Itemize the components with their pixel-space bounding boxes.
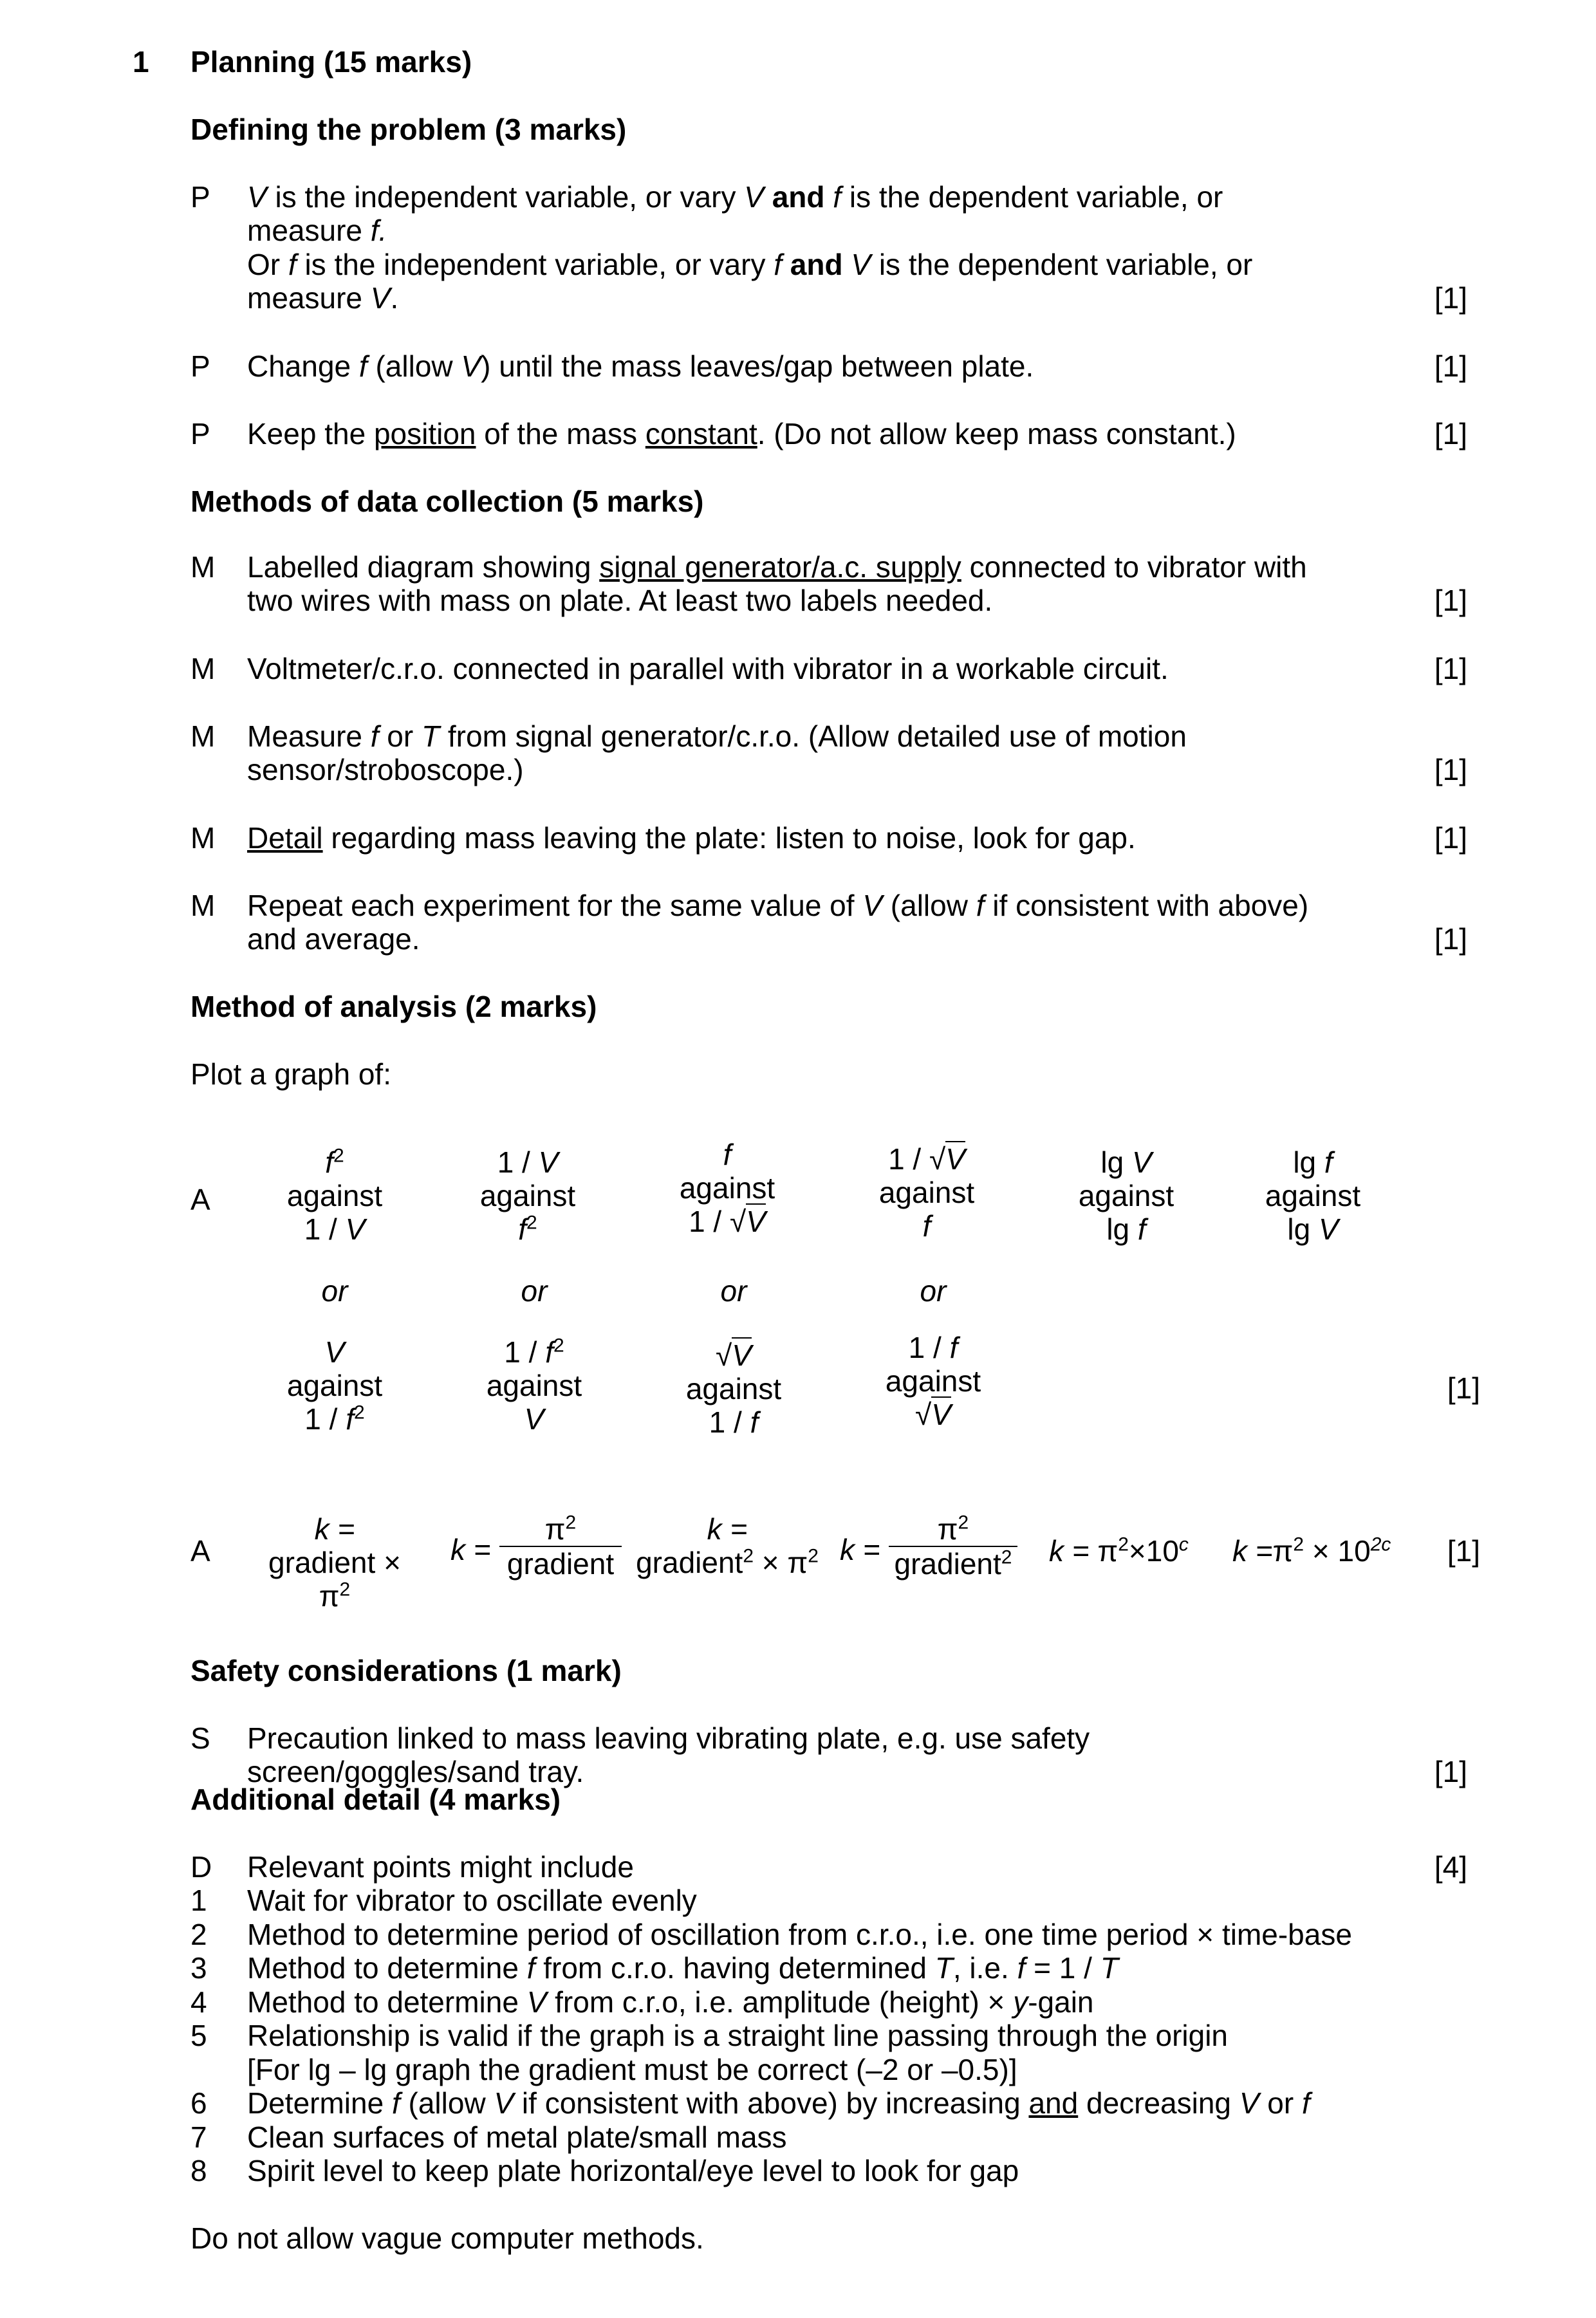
m3-line2: sensor/stroboscope.)	[247, 753, 524, 786]
item-5-text: Relationship is valid if the graph is a straight line passing through the origin	[247, 2019, 1228, 2052]
item-3-number: 3	[190, 1951, 207, 1985]
k-eq-1: k = gradient × $\pi^2$	[268, 1512, 401, 1613]
question-number: 1	[133, 45, 149, 79]
a1-code: A	[190, 1183, 210, 1216]
safety-line2: screen/goggles/sand tray.	[247, 1755, 584, 1788]
item-5-number: 5	[190, 2019, 207, 2052]
m4-mark: [1]	[1434, 821, 1467, 855]
item-4-text: Method to determine V from c.r.o, i.e. amplitude (height) × y-gain	[247, 1985, 1094, 2019]
m2-code: M	[190, 652, 216, 685]
m3-line1: Measure f or T from signal generator/c.r.o. (Allow detailed use of motion	[247, 719, 1187, 753]
or-1: or	[321, 1274, 348, 1308]
a2-code: A	[190, 1534, 210, 1568]
p2-text: Change f (allow V) until the mass leaves/gap between plate.	[247, 349, 1034, 383]
graph-option-6: lg f against lg V	[1265, 1145, 1361, 1246]
additional-code: D	[190, 1850, 212, 1884]
additional-heading: Additional detail (4 marks)	[190, 1783, 561, 1816]
graph-option-5: lg V against lg f	[1078, 1145, 1174, 1246]
m1-code: M	[190, 550, 216, 584]
m3-code: M	[190, 719, 216, 753]
graph-option-4: 1 / √V against f	[878, 1142, 975, 1243]
defining-heading: Defining the problem (3 marks)	[190, 113, 627, 146]
footer-note: Do not allow vague computer methods.	[190, 2221, 704, 2255]
a2-mark: [1]	[1447, 1534, 1480, 1568]
methods-heading: Methods of data collection (5 marks)	[190, 485, 704, 518]
item-8-text: Spirit level to keep plate horizontal/eye level to look for gap	[247, 2154, 1019, 2187]
m2-mark: [1]	[1434, 652, 1467, 685]
additional-mark: [4]	[1434, 1850, 1467, 1884]
sqrt-icon: √	[915, 1398, 932, 1431]
p1-mark: [1]	[1434, 281, 1467, 315]
sqrt-icon: √	[730, 1205, 747, 1238]
graph-option-2: 1 / V against $f^2$	[479, 1145, 576, 1246]
m2-text: Voltmeter/c.r.o. connected in parallel with vibrator in a workable circuit.	[247, 652, 1169, 685]
analysis-heading: Method of analysis (2 marks)	[190, 990, 597, 1023]
safety-line1: Precaution linked to mass leaving vibrating plate, e.g. use safety	[247, 1721, 1090, 1755]
item-8-number: 8	[190, 2154, 207, 2187]
m5-mark: [1]	[1434, 922, 1467, 956]
p1-line4: measure V.	[247, 281, 399, 315]
k-eq-3: k = gradient$^2$ × $\pi^2$	[636, 1512, 819, 1579]
p1-line3: Or f is the independent variable, or vary f and V is the dependent variable, or	[247, 248, 1253, 281]
m5-line2: and average.	[247, 922, 420, 956]
safety-code: S	[190, 1721, 210, 1755]
item-4-number: 4	[190, 1985, 207, 2019]
p1-line2: measure f.	[247, 214, 387, 247]
item-7-number: 7	[190, 2120, 207, 2154]
p3-code: P	[190, 417, 210, 450]
graph-alt-4: 1 / f against √V	[885, 1331, 981, 1431]
m3-mark: [1]	[1434, 753, 1467, 786]
item-2-text: Method to determine period of oscillation from c.r.o., i.e. one time period × time-base	[247, 1918, 1352, 1951]
item-7-text: Clean surfaces of metal plate/small mass	[247, 2120, 787, 2154]
or-2: or	[521, 1274, 548, 1308]
m1-line1: Labelled diagram showing signal generator/a.c. supply connected to vibrator with	[247, 550, 1307, 584]
item-1-number: 1	[190, 1884, 207, 1917]
additional-intro: Relevant points might include	[247, 1850, 634, 1884]
item-6-text: Determine f (allow V if consistent with above) by increasing and decreasing V or f	[247, 2086, 1310, 2120]
item-5-note: [For lg – lg graph the gradient must be correct (–2 or –0.5)]	[247, 2053, 1017, 2086]
graph-alt-3: √V against 1 / f	[685, 1339, 782, 1439]
item-3-text: Method to determine f from c.r.o. having determined T, i.e. f = 1 / T	[247, 1951, 1118, 1985]
m1-line2: two wires with mass on plate. At least two labels needed.	[247, 584, 993, 617]
graph-option-1: $f^2$ against 1 / V	[286, 1145, 383, 1246]
k-eq-6: $k =\pi^2 \times 10^{2c}$	[1232, 1534, 1391, 1568]
p1-code: P	[190, 180, 210, 214]
p3-text: Keep the position of the mass constant. (Do not allow keep mass constant.)	[247, 417, 1236, 450]
analysis-intro: Plot a graph of:	[190, 1057, 391, 1091]
sqrt-icon: √	[929, 1142, 946, 1176]
safety-heading: Safety considerations (1 mark)	[190, 1654, 622, 1687]
p2-code: P	[190, 349, 210, 383]
item-2-number: 2	[190, 1918, 207, 1951]
graph-alt-1: V against $1 / f^2$	[286, 1335, 383, 1436]
item-6-number: 6	[190, 2086, 207, 2120]
p1-line1: V is the independent variable, or vary V and f is the dependent variable, or	[247, 180, 1223, 214]
sqrt-icon: √	[716, 1339, 732, 1372]
or-4: or	[920, 1274, 947, 1308]
graph-option-3: f against 1 / √V	[679, 1138, 775, 1238]
a1-mark: [1]	[1447, 1371, 1480, 1405]
m4-code: M	[190, 821, 216, 855]
p3-mark: [1]	[1434, 417, 1467, 450]
or-3: or	[720, 1274, 747, 1308]
graph-alt-2: $1 / f^2$ against V	[486, 1335, 582, 1436]
m5-code: M	[190, 889, 216, 922]
k-eq-5: $k = \pi^2\times 10^c$	[1049, 1534, 1189, 1568]
p2-mark: [1]	[1434, 349, 1467, 383]
m4-text: Detail regarding mass leaving the plate: listen to noise, look for gap.	[247, 821, 1136, 855]
m5-line1: Repeat each experiment for the same value of V (allow f if consistent with above)	[247, 889, 1309, 922]
item-1-text: Wait for vibrator to oscillate evenly	[247, 1884, 697, 1917]
m1-mark: [1]	[1434, 584, 1467, 617]
safety-mark: [1]	[1434, 1755, 1467, 1788]
section-title: Planning (15 marks)	[190, 45, 472, 79]
